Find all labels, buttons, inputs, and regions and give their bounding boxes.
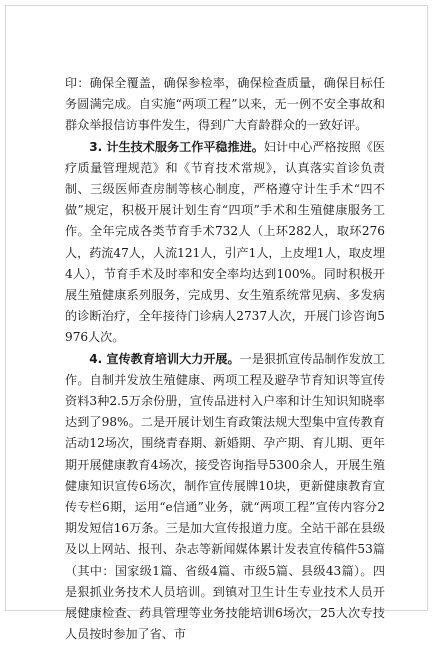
paragraph-text: 一是狠抓宣传品制作发放工作。自制并发放生殖健康、两项工程及避孕节育知识等宣传资料3种2.5万余份册，宣传品进村入户率和计生知识知晓率达到了98%。二是开展计划生育政策法规大型集中宣传教育活动12场次，围绕青春期、新婚期、孕产期、育儿期、更年期开展健康教育4场次，接受咨询指导5300余人，开展生殖健康知识宣传6场次，制作宣传展牌10块，更新健康教育宣传专栏6期，运用“e信通”业务，就“两项工程”宣传内容分2期发短信16万条。三是加大宣传报道力度。全站干部在县级及以上网站、报刊、杂志等新闻媒体累计发表宣传稿件53篇（其中：国家级1篇、省级4篇、市级5篇、县级43篇）。四是狠抓业务技术人员培训。到镇对卫生计生专业技术人员开展健康检查、药具管理等业务技能培训6场次，25人次专技人员按时参加了省、市 <box>65 351 385 642</box>
paragraph-publicity-training <box>65 349 385 645</box>
paragraph-continuation <box>65 73 385 137</box>
section-heading: 3. 计生技术服务工作平稳推进。 <box>89 139 264 154</box>
paragraph-text: 妇计中心严格按照《医疗质量管理规范》和《节育技术常规》，认真落实首诊负责制、三级医师查房制等核心制度，严格遵守计生手术“四不做”规定，积极开展计划生育“四项”手术和生殖健康服务工作。全年完成各类节育手术732人（上环282人，取环276人，药流47人，人流121人，引产1人，上皮埋1人，取皮埋4人），节育手术及时率和安全率均达到100%。同时积极开展生殖健康系列服务，完成男、女生殖系统常见病、多发病的诊断治疗，全年接待门诊病人2737人次，开展门诊咨询5976人次。 <box>65 139 385 345</box>
paragraph-text: 印：确保全覆盖，确保参检率，确保检查质量，确保目标任务圆满完成。自实施“两项工程”以来，无一例不安全事故和群众举报信访事件发生，得到广大育龄群众的一致好评。 <box>65 76 385 133</box>
section-heading: 4. 宣传教育培训大力开展。 <box>89 351 240 366</box>
paragraph-technical-services <box>65 137 385 349</box>
document-body <box>65 73 385 645</box>
